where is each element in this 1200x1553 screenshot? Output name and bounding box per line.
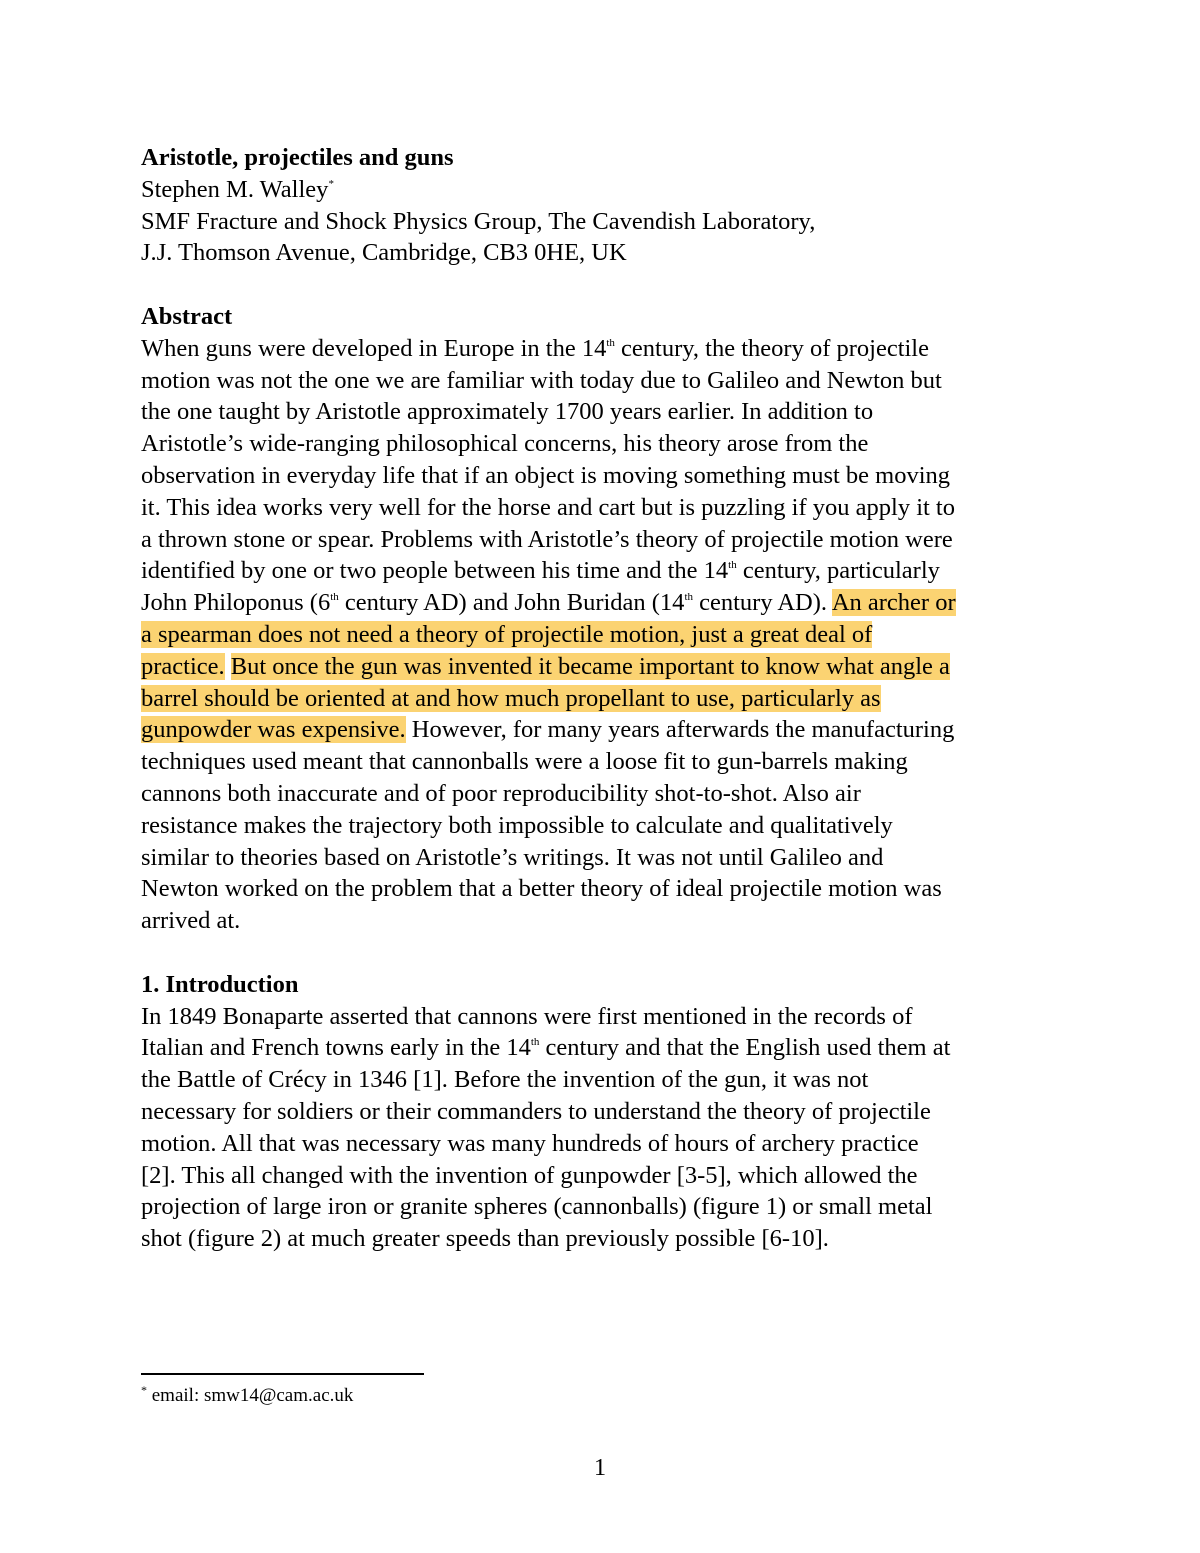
page-body	[141, 142, 1061, 1255]
affiliation-line: J.J. Thomson Avenue, Cambridge, CB3 0HE, UK	[141, 239, 627, 267]
affiliation-line: SMF Fracture and Shock Physics Group, The Cavendish Laboratory,	[141, 207, 816, 235]
text-highlight[interactable]: But once the gun was invented it became important to know what angle a	[230, 652, 950, 680]
text-highlight[interactable]: barrel should be oriented at and how much propellant to use, particularly as	[141, 684, 881, 712]
section-heading-introduction: 1. Introduction	[141, 970, 299, 998]
text-highlight[interactable]: An archer or	[831, 589, 956, 617]
author-line	[141, 174, 1061, 206]
author-footnote-mark: *	[328, 177, 334, 190]
text-highlight[interactable]: gunpowder was expensive.	[141, 716, 406, 744]
text-highlight[interactable]: a spearman does not need a theory of projectile motion, just a great deal of	[141, 620, 873, 648]
paper-title: Aristotle, projectiles and guns	[141, 144, 454, 171]
text-highlight[interactable]: practice.	[141, 652, 225, 680]
abstract-heading: Abstract	[141, 302, 233, 330]
author-name: Stephen M. Walley	[141, 175, 329, 203]
page-number: 1	[593, 1454, 607, 1481]
footnote-mark: *	[141, 1383, 147, 1397]
footnote	[141, 1384, 353, 1408]
introduction-paragraph: In 1849 Bonaparte asserted that cannons were first mentioned in the records of Italian and French towns early in the 14th century and that the English used them at the Battle of Crécy in 1346 [1]. Before the invention of the gun, it was not necessary for soldiers or their commanders to understand the theory of projectile motion. All that was necessary was many hundreds of hours of archery practice [2]. This all changed with the invention of gunpowder [3-5], which allowed the projection of large iron or granite spheres (cannonballs) (figure 1) or small metal shot (figure 2) at much greater speeds than previously possible [6-10].	[141, 1002, 951, 1253]
footnote-text: email: smw14@cam.ac.uk	[147, 1385, 354, 1406]
abstract-paragraph: When guns were developed in Europe in the 14th century, the theory of projectile motion was not the one we are familiar with today due to Galileo and Newton but the one taught by Aristotle approximately 1700 years earlier. In addition to Aristotle’s wide-ranging philosophical concerns, his theory arose from the observation in everyday life that if an object is moving something must be moving it. This idea works very well for the horse and cart but is puzzling if you apply it to a thrown stone or spear. Problems with Aristotle’s theory of projectile motion were identified by one or two people between his time and the 14th century, particularly John Philoponus (6th century AD) and John Buridan (14th century AD). An archer or a spearman does not need a theory of projectile motion, just a great deal of practice. But once the gun was invented it became important to know what angle a barrel should be oriented at and how much propellant to use, particularly as gunpowder was expensive. However, for many years afterwards the manufacturing techniques used meant that cannonballs were a loose fit to gun-barrels making cannons both inaccurate and of poor reproducibility shot-to-shot. Also air resistance makes the trajectory both impossible to calculate and qualitatively similar to theories based on Aristotle’s writings. It was not until Galileo and Newton worked on the problem that a better theory of ideal projectile motion was arrived at.	[141, 334, 956, 935]
footnote-separator	[141, 1373, 424, 1375]
